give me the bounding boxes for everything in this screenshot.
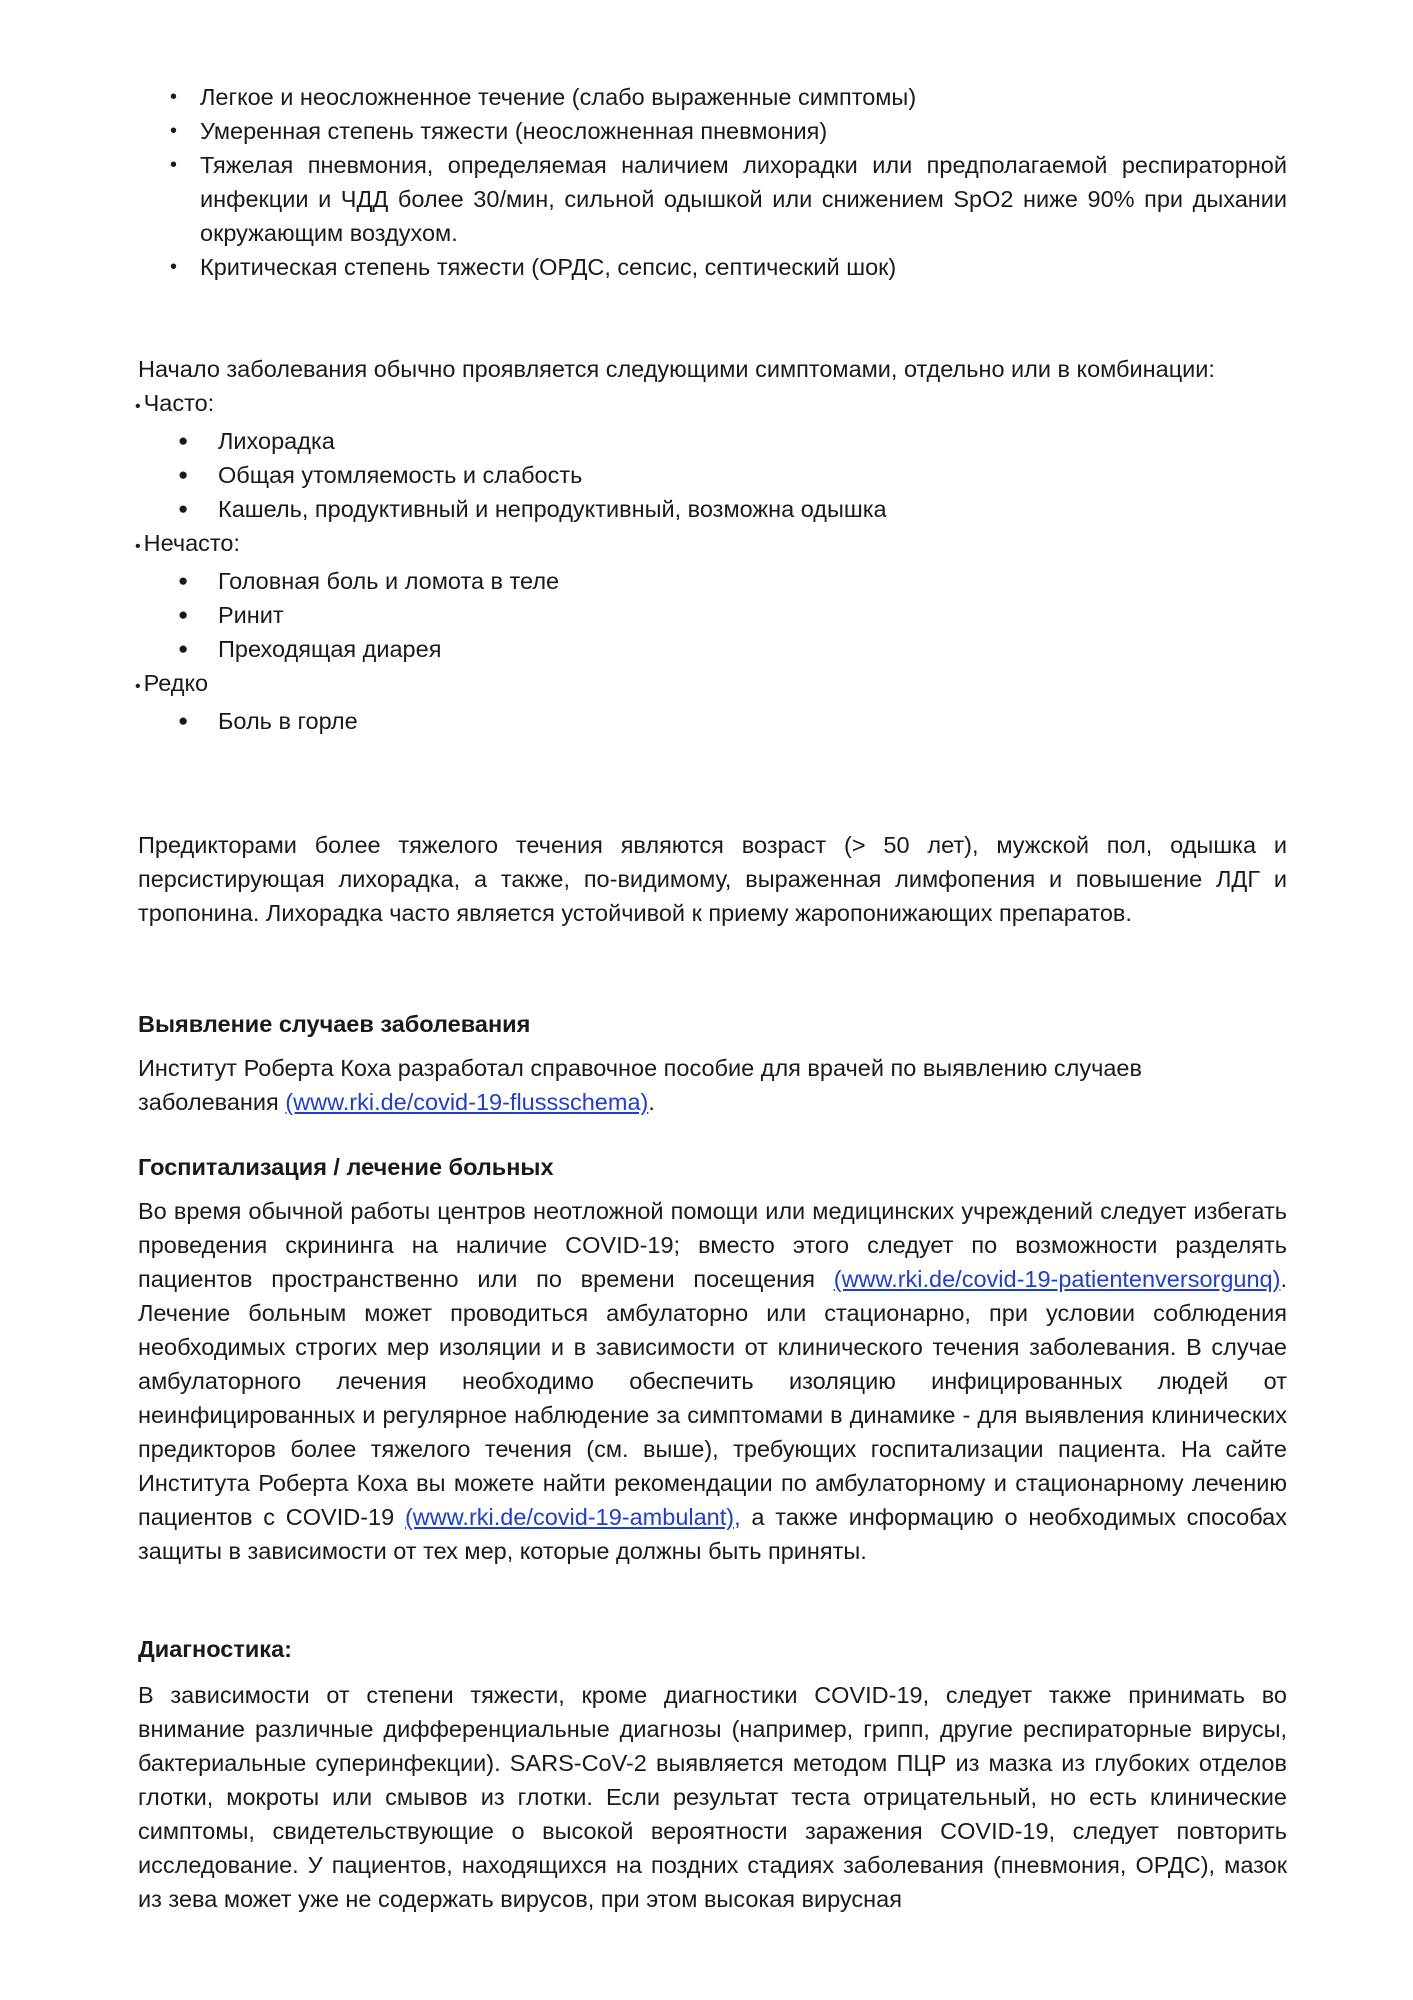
paragraph-text: а также информацию о необходимых способах защиты в зависимости от тех мер, которые должны быть приняты.: [138, 1504, 1287, 1564]
detection-section: [133, 1007, 1287, 1119]
severity-list: [133, 80, 1287, 284]
detection-paragraph: [133, 1051, 1287, 1119]
diagnostics-section: [133, 1632, 1287, 1916]
hospital-section: [133, 1150, 1287, 1568]
onset-section: [133, 352, 1287, 738]
list-item: • Тяжелая пневмония, определяемая наличием лихорадки или предполагаемой респираторной инфекции и ЧДД более 30/мин, сильной одышкой или снижением SpO2 ниже 90% при дыхании окружающим воздухом.: [133, 148, 1287, 250]
list-item: ● Ринит: [133, 598, 1287, 632]
list-item: • Умеренная степень тяжести (неосложненная пневмония): [133, 114, 1287, 148]
list-item: ● Преходящая диарея: [133, 632, 1287, 666]
group-label: • Нечасто:: [133, 530, 240, 556]
patientenversorgung-link[interactable]: (www.rki.de/covid-19-patientenversorgunq): [833, 1266, 1281, 1292]
list-item: ● Боль в горле: [133, 704, 1287, 738]
predictors-section: [133, 828, 1287, 930]
diagnostics-paragraph: В зависимости от степени тяжести, кроме диагностики COVID-19, следует также принимать во внимание различные дифференциальные диагнозы (например, грипп, другие респираторные вирусы, бактериальные суперинфекции). SARS-CoV-2 выявляется методом ПЦР из мазка из глубоких отделов глотки, мокроты или смывов из глотки. Если результат теста отрицательный, но есть клинические симптомы, свидетельствующие о высокой вероятности заражения COVID-19, следует повторить исследование. У пациентов, находящихся на поздних стадиях заболевания (пневмония, ОРДС), мазок из зева может уже не содержать вирусов, при этом высокая вирусная: [138, 1682, 1287, 1912]
frequency-group: [133, 526, 1287, 666]
paragraph-text: .: [648, 1089, 655, 1115]
diagnostics-heading: Диагностика:: [138, 1636, 292, 1662]
frequency-group: [133, 666, 1287, 738]
frequency-list: [133, 386, 1287, 738]
predictors-paragraph: Предикторами более тяжелого течения являются возраст (> 50 лет), мужской пол, одышка и персистирующая лихорадка, а также, по-видимому, выраженная лимфопения и повышение ЛДГ и тропонина. Лихорадка часто является устойчивой к приему жаропонижающих препаратов.: [138, 832, 1287, 926]
severity-section: [133, 80, 1287, 284]
detection-heading: Выявление случаев заболевания: [138, 1011, 531, 1037]
flussschema-link[interactable]: (www.rki.de/covid-19-flussschema): [285, 1089, 649, 1115]
frequency-group: [133, 386, 1287, 526]
hospital-paragraph: [133, 1194, 1287, 1568]
onset-intro: Начало заболевания обычно проявляется следующими симптомами, отдельно или в комбинации:: [138, 356, 1215, 382]
list-item: • Легкое и неосложненное течение (слабо выраженные симптомы): [133, 80, 1287, 114]
list-item: ● Лихорадка: [133, 424, 1287, 458]
ambulant-link[interactable]: (www.rki.de/covid-19-ambulant),: [404, 1504, 741, 1530]
paragraph-text: Институт Роберта Коха разработал справочное пособие для врачей по выявлению случаев заболевания: [138, 1055, 1142, 1115]
group-label: • Часто:: [133, 390, 214, 416]
list-item: ● Общая утомляемость и слабость: [133, 458, 1287, 492]
paragraph-text: Во время обычной работы центров неотложной помощи или медицинских учреждений следует избегать проведения скрининга на наличие COVID-19; вместо этого следует по возможности разделять пациентов пространственно или по времени посещения: [138, 1198, 1287, 1292]
paragraph-text: . Лечение больным может проводиться амбулаторно или стационарно, при условии соблюдения необходимых строгих мер изоляции и в зависимости от клинического течения заболевания. В случае амбулаторного лечения необходимо обеспечить изоляцию инфицированных людей от неинфицированных и регулярное наблюдение за симптомами в динамике - для выявления клинических предикторов более тяжелого течения (см. выше), требующих госпитализации пациента. На сайте Института Роберта Коха вы можете найти рекомендации по амбулаторному и стационарному лечению пациентов с COVID-19: [138, 1266, 1287, 1530]
list-item: ● Головная боль и ломота в теле: [133, 564, 1287, 598]
list-item: • Критическая степень тяжести (ОРДС, сепсис, септический шок): [133, 250, 1287, 284]
hospital-heading: Госпитализация / лечение больных: [138, 1154, 554, 1180]
list-item: ● Кашель, продуктивный и непродуктивный, возможна одышка: [133, 492, 1287, 526]
group-label: • Редко: [133, 670, 208, 696]
